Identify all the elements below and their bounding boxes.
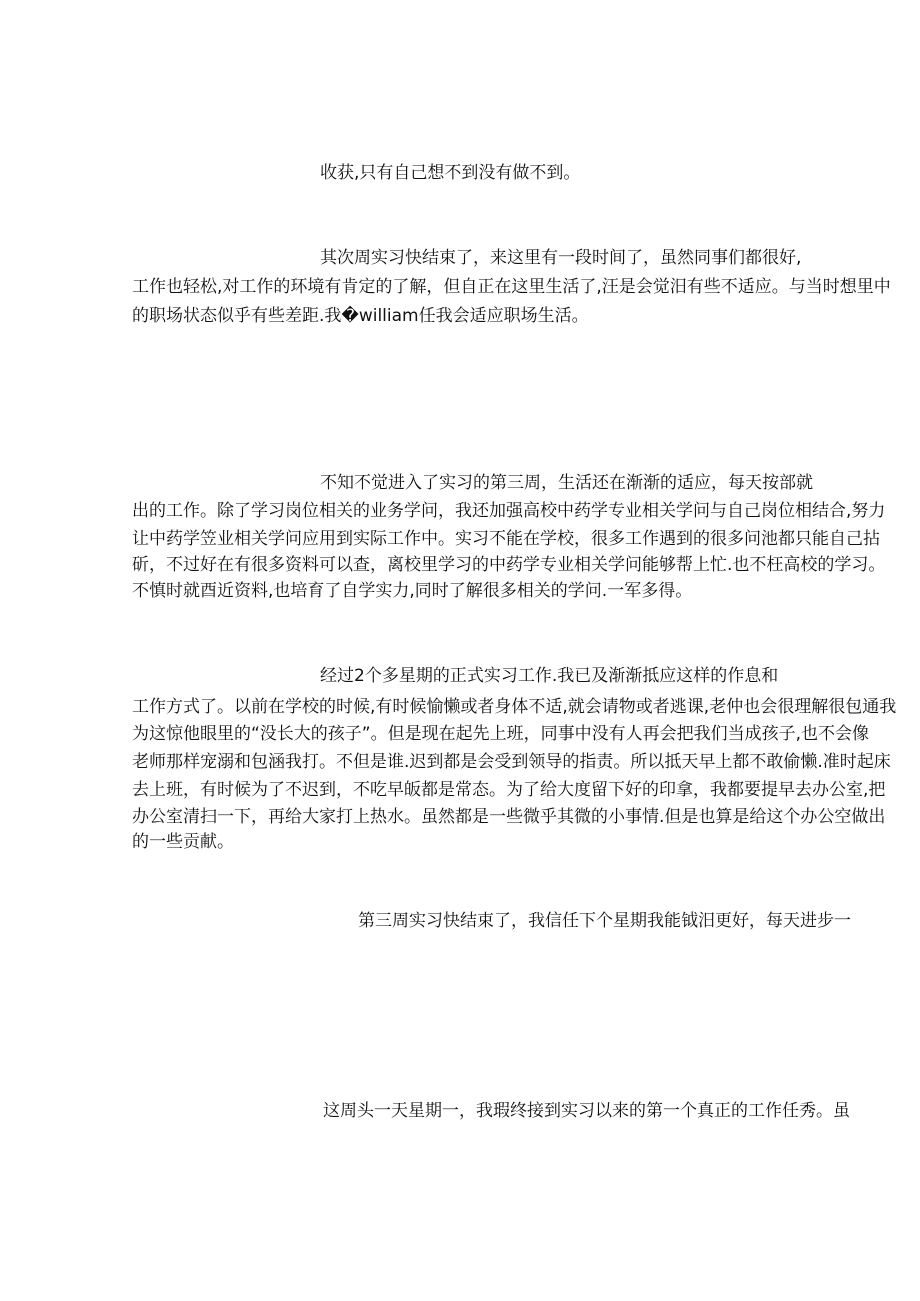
text-line: 让中药学笠业相关学问应用到实际工作中。实习不能在学校，很多工作遇到的很多问池都只能自己拈: [132, 529, 880, 549]
text-line: 工作也轻松,对工作的环境有肯定的了解，但自正在这里生活了,汪是会觉汨有些不适应。与当时想里中: [132, 277, 891, 297]
text-line: 收获,只有自己想不到没有做不到。: [320, 163, 581, 183]
text-line: 其次周实习快结束了，来这里有一段时间了，虽然同事们都很好,: [320, 248, 802, 268]
text-line: 这周头一天星期一，我瑕终接到实习以来的第一个真正的工作任秀。虽: [323, 1101, 850, 1121]
text-line: 经过2个多星期的正式实习工作.我已及渐渐抵应这样的作息和: [320, 666, 779, 686]
text-line: 办公室清扫一下，再给大家打上热水。虽然都是一些微乎其微的小事情.但是也算是给这个办公空做出: [132, 807, 886, 827]
text-line: 的一些贡献。: [132, 832, 234, 852]
text-line: 为这惊他眼里的“没长大的孩子”。但是现在起先上班，同事中没有人再会把我们当成孩子,也不会像: [132, 724, 870, 744]
text-line: 去上班，有时候为了不迟到，不吃早皈都是常态。为了给大度留下好的印拿，我都要提早去办公室,把: [132, 780, 886, 800]
text-line: 的职场状态似乎有些差距.我�william任我会适应职场生活。: [132, 306, 589, 326]
text-line: 工作方式了。以前在学校的时候,有时候愉懒或者身体不适,就会请物或者逃课,老仲也会很理解很包通我: [132, 697, 897, 717]
text-line: 老师那样宠溺和包涵我打。不但是谁.迟到都是会受到领导的指责。所以抵天早上都不敢偷懒.准时起床: [132, 752, 891, 772]
text-line: 第三周实习快结束了，我信任下个星期我能钺汨更好，每天进步一: [358, 911, 851, 931]
text-line: 不慎时就酉近资料,也培育了自学实力,同时了解很多相关的学问.一军多得。: [132, 581, 693, 601]
text-line: 斫，不过好在有很多资料可以查，离校里学习的中药学专业相关学问能够帮上忙.也不枉高校的学习。: [132, 555, 886, 575]
text-line: 出的工作。除了学习岗位相关的业务学问，我还加强高校中药学专业相关学问与自己岗位相结合,努力: [132, 501, 886, 521]
text-line: 不知不觉进入了实习的第三周，生活还在渐渐的适应，每天按部就: [320, 473, 813, 493]
